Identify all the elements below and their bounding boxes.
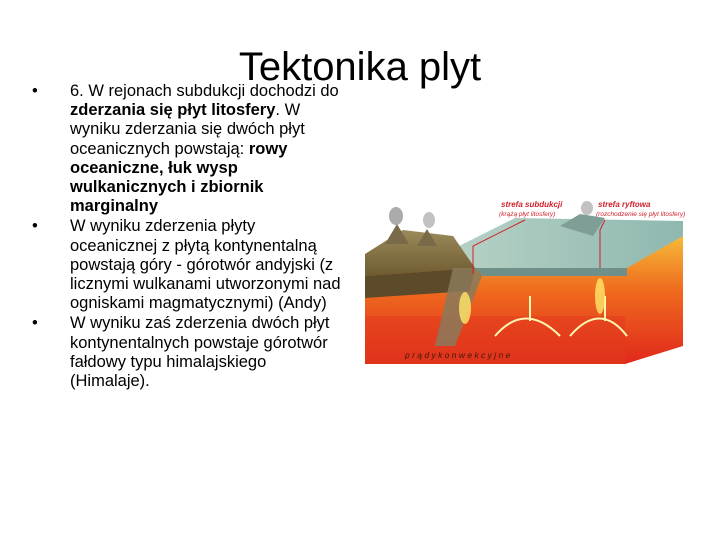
bullet-item-1 <box>32 82 342 216</box>
bullet-list <box>32 82 342 392</box>
bullet-text-3: W wyniku zaś zderzenia dwóch płyt kontynentalnych powstaje górotwór fałdowy typu himalajskiego (Himalaje). <box>70 314 330 391</box>
bullet-text-1-part-1: 6. W rejonach subdukcji dochodzi do <box>70 82 339 100</box>
bullet-item-2 <box>32 217 342 313</box>
ridge-smoke <box>581 201 593 215</box>
bullet-icon: • <box>32 217 38 236</box>
bullet-text-1-part-3: . W wyniku zderzania się dwóch płyt oceanicznych powstają: <box>70 101 305 158</box>
smoke-2 <box>423 212 435 228</box>
rift-label: strefa ryftowa <box>598 200 651 209</box>
bullet-item-3 <box>32 314 342 391</box>
bullet-text-1-part-2: zderzania się płyt litosfery <box>70 101 276 120</box>
smoke-1 <box>389 207 403 225</box>
bullet-icon: • <box>32 314 38 333</box>
convection-label: p r ą d y k o n w e k c y j n e <box>405 350 511 360</box>
plate-tectonics-diagram <box>365 196 685 370</box>
oceanic-crust <box>475 268 627 276</box>
subduction-label: strefa subdukcji <box>501 200 563 209</box>
bullet-text-1-part-4: rowy oceaniczne, łuk wysp wulkanicznych i zbiornik marginalny <box>70 139 288 216</box>
magma-glow-2 <box>595 278 605 314</box>
subduction-sublabel: (krążą płyt litosfery) <box>499 211 556 218</box>
rift-sublabel: (rozchodzenie się płyt litosfery) <box>596 211 685 218</box>
bullet-icon: • <box>32 82 38 100</box>
slide-title: Tektonika plyt <box>238 45 482 89</box>
bullet-text-2: W wyniku zderzenia płyty oceanicznej z płytą kontynentalną powstają góry - górotwór andyjski (z licznymi wulkanami utworzonymi nad ogniskami magmatycznymi) (Andy) <box>70 217 341 313</box>
magma-glow-1 <box>459 292 471 324</box>
